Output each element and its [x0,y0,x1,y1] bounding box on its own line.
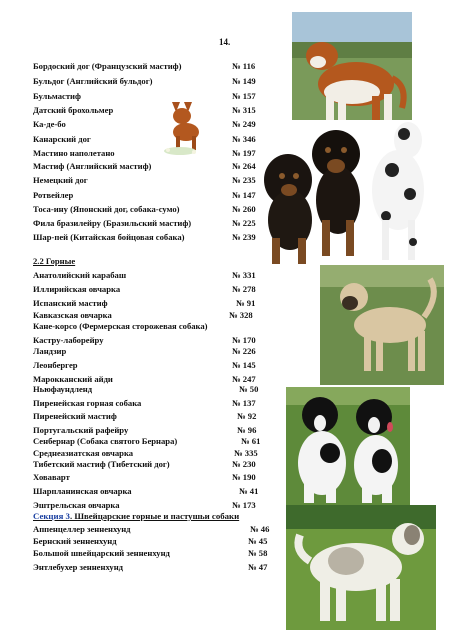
breed-name: Среднеазиатская овчарка [33,448,134,458]
breed-number: № 147 [232,190,256,200]
breed-number: № 260 [232,204,256,214]
breed-number: № 91 [236,298,256,308]
breed-number: № 230 [232,459,256,469]
breed-name: Бордоский дог (Французский мастиф) [33,61,182,71]
breed-name: Леонбергер [33,360,78,370]
breed-number: № 116 [232,61,256,71]
breed-number: № 137 [232,398,256,408]
section-label: Секция 3 [33,511,70,521]
breed-number: № 190 [232,472,256,482]
breed-number: № 346 [232,134,256,144]
breed-name: Иллирийская овчарка [33,284,121,294]
breed-name: Датский брохольмер [33,105,114,115]
breed-number: № 235 [232,175,256,185]
breed-name: Эштрельская овчарка [33,500,120,510]
breed-number: № 92 [237,411,257,421]
breed-name: Ротвейлер [33,190,74,200]
breed-number: № 226 [232,346,256,356]
breed-name: Мастино наполетано [33,148,115,158]
central-asian-shepherd-photo [286,505,436,630]
breed-name: Шарпланинская овчарка [33,486,132,496]
breed-number: № 225 [232,218,256,228]
breed-name: Кане-корсо (Фермерская сторожевая собака) [33,321,208,331]
section-title: . Швейцарские горные и пастушьи собаки [69,511,240,521]
breed-name: Шар-пей (Китайская бойцовая собака) [33,232,185,242]
page-number: 14. [219,37,231,47]
breed-name: Фила бразилейру (Бразильский мастиф) [33,218,192,228]
breed-number: № 46 [250,524,270,534]
breed-number: № 249 [232,119,256,129]
breed-number: № 50 [239,384,259,394]
breed-number: № 58 [248,548,268,558]
breed-number: № 331 [232,270,256,280]
breed-name: Пиренейская горная собака [33,398,142,408]
breed-name: Бернский зенненхунд [33,536,117,546]
breed-name: Тибетский мастиф (Тибетский дог) [33,459,170,469]
breed-name: Бульдог (Английский бульдог) [33,76,153,86]
anatolian-shepherd-photo [320,265,444,385]
breed-number: № 278 [232,284,256,294]
breed-number: № 61 [241,436,261,446]
breed-number: № 45 [248,536,268,546]
mastiffs-group-photo [258,120,444,270]
breed-name: Португальский рафейру [33,425,129,435]
breed-name: Энтлебухер зенненхунд [33,562,124,572]
breed-number: № 264 [232,161,256,171]
landseer-photo [286,387,410,507]
breed-number: № 157 [232,91,256,101]
breed-number: № 315 [232,105,256,115]
breed-name: Бульмастиф [33,91,81,101]
breed-number: № 328 [229,310,253,320]
min-pinscher-photo [158,96,208,156]
breed-number: № 145 [232,360,256,370]
breed-name: Анатолийский карабаш [33,270,127,280]
breed-number: № 96 [237,425,257,435]
breed-name: Канарский дог [33,134,91,144]
section-heading [33,511,239,521]
breed-name: Ка-де-бо [33,119,66,129]
breed-name: Немецкий дог [33,175,88,185]
breed-name: Мастиф (Английский мастиф) [33,161,152,171]
breed-number: № 173 [232,500,256,510]
breed-name: Сенбернар (Собака святого Бернара) [33,436,178,446]
breed-number: № 170 [232,335,256,345]
breed-name: Ландзир [33,346,67,356]
breed-name: Кавказская овчарка [33,310,112,320]
breed-name: Ньюфаундленд [33,384,93,394]
breed-number: № 149 [232,76,256,86]
breed-name: Марокканский айди [33,374,113,384]
section-heading: 2.2 Горные [33,256,76,266]
breed-number: № 335 [234,448,258,458]
breed-number: № 41 [239,486,259,496]
breed-name: Испанский мастиф [33,298,108,308]
breed-number: № 247 [232,374,256,384]
breed-name: Тоса-ину (Японский дог, собака-сумо) [33,204,180,214]
breed-name: Аппенцеллер зенненхунд [33,524,131,534]
breed-name: Пиренейский мастиф [33,411,117,421]
breed-number: № 197 [232,148,256,158]
breed-name: Ховаварт [33,472,70,482]
breed-number: № 47 [248,562,268,572]
breed-number: № 239 [232,232,256,242]
breed-name: Большой швейцарский зенненхунд [33,548,170,558]
breed-name: Кастру-лаборейру [33,335,104,345]
